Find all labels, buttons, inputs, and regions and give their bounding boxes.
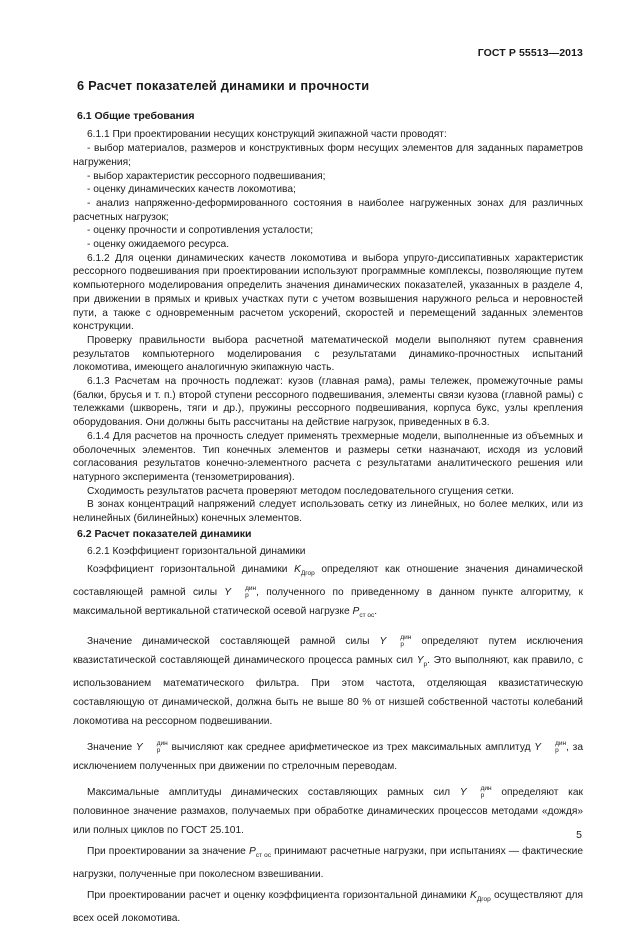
- para-max-amplitudes: Максимальные амплитуды динамических составляющих рамных сил Y дин р определяют как половинное значение размахов, получаемых при обработке динамических процессов методами «дождя» или полных циклов по ГОСТ 25.101.: [73, 785, 583, 837]
- symbol-y-din: Y дин р: [379, 634, 412, 649]
- para-6-1-2: 6.1.2 Для оценки динамических качеств локомотива и выбора упруго-диссипативных характеристик рессорного подвешивания при проектировании используют программные комплексы, позволяющие путем компьютерного моделирования определить значения динамических показателей, указанных в разделе 4, при движении в прямых и кривых участках пути с учетом возвышения наружного рельса и неровностей пути, а также с одновременным расчетом ускорений, скоростей и перемещений заданных элементов конструкции.: [73, 252, 583, 333]
- section-title: 6 Расчет показателей динамики и прочности: [77, 78, 370, 93]
- list-item: - оценку ожидаемого ресурса.: [87, 239, 230, 251]
- symbol-p-st-os: $P_{ст ос}$: [248, 846, 271, 860]
- para-6-1-3: 6.1.3 Расчетам на прочность подлежат: кузов (главная рама), рамы тележек, промежуточные рамы (балки, брусья и т. п.) второй ступени рессорного подвешивания, элементы связи кузова (главной рамы) с тележками (шкворень, тяги и др.), пружины рессорного подвешивания, корпуса букс, узлы крепления оборудования. Они должны быть рассчитаны на действие нагрузок, приведенных в 6.3.: [73, 376, 583, 429]
- symbol-y-din: Y дин р: [224, 585, 257, 600]
- para-mean-amplitude: Значение Y дин р вычисляют как среднее арифметическое из трех максимальных амплитуд Y дин р , за исключением полученных при движении по стрелочным переводам.: [73, 740, 583, 773]
- symbol-p-st-os: $P_{ст ос}$: [352, 606, 375, 620]
- para-6-1-2-check: Проверку правильности выбора расчетной математической модели выполняют путем сравнения результатов компьютерного моделирования с результатами динамико-прочностных испытаний локомотива, имеющего аналогичную экипажную часть.: [73, 334, 583, 374]
- standard-header: ГОСТ Р 55513—2013: [477, 47, 583, 59]
- symbol-k-dgor: $K_{Дгор}$: [294, 564, 315, 578]
- page-content: [73, 79, 583, 930]
- para-6-1-4-convergence: Сходимость результатов расчета проверяют методом последовательного сгущения сетки.: [87, 485, 514, 497]
- list-item: - оценку прочности и сопротивления усталости;: [87, 225, 314, 237]
- symbol-k-dgor: $K_{Дгор}$: [470, 890, 491, 904]
- subsection-6-2-title: 6.2 Расчет показателей динамики: [77, 527, 252, 540]
- list-item: - анализ напряженно-деформированного состояния в наиболее нагруженных зонах для различных расчетных нагрузок;: [73, 197, 583, 223]
- list-item: - выбор материалов, размеров и конструктивных форм несущих элементов для заданных параметров нагружения;: [73, 143, 583, 168]
- list-item: - выбор характеристик рессорного подвешивания;: [87, 170, 326, 182]
- para-all-axles: При проектировании расчет и оценку коэффициента горизонтальной динамики $K_{Дгор}$ осуществляют для всех осей локомотива.: [73, 890, 583, 925]
- symbol-y-p: $Y_р$: [416, 655, 428, 669]
- subsection-6-1-title: 6.1 Общие требования: [77, 109, 195, 122]
- para-dynamic-component: Значение динамической составляющей рамной силы Y дин р определяют путем исключения квазистатической составляющей динамического процесса рамных сил $Y_р$. Это выполняют, как правило, с использованием математического фильтра. При этом частота, отделяющая квазистатическую составляющую от динамической, должна быть не выше 80 % от низшей собственной частоты колебаний локомотива на рессорном подвешивании.: [73, 634, 583, 728]
- para-6-2-1: 6.2.1 Коэффициент горизонтальной динамики: [87, 545, 306, 557]
- para-6-1-4-mesh: В зонах концентраций напряжений следует использовать сетку из линейных, но более мелких, или из нелинейных (билинейных) конечных элементов.: [73, 499, 583, 525]
- para-6-1-4: 6.1.4 Для расчетов на прочность следует применять трехмерные модели, выполненные из объемных и оболочечных элементов. Тип конечных элементов и размеры сетки назначают, исходя из условий согласования результатов конечно-элементного расчета с результатами аналитического решения или натурного эксперимента (тензометрирования).: [73, 430, 583, 483]
- symbol-y-din: Y дин р: [459, 785, 492, 800]
- para-design-loads: При проектировании за значение $P_{ст ос}$ принимают расчетные нагрузки, при испытаниях — фактические нагрузки, полученные при поколесном взвешивании.: [73, 846, 584, 881]
- symbol-y-din: Y дин р: [135, 740, 168, 755]
- page-number: 5: [576, 829, 582, 841]
- para-horizontal-dynamics-coefficient: Коэффициент горизонтальной динамики $K_{Дгор}$ определяют как отношение значения динамической составляющей рамной силы Y дин р , полученного по приведенному в данном пункте алгоритму, к максимальной вертикальной статической осевой нагрузке $P_{ст ос}$.: [73, 564, 583, 620]
- list-item: - оценку динамических качеств локомотива;: [87, 184, 296, 196]
- symbol-y-din: Y дин р: [534, 740, 567, 755]
- para-6-1-1: 6.1.1 При проектировании несущих конструкций экипажной части проводят:: [87, 129, 447, 141]
